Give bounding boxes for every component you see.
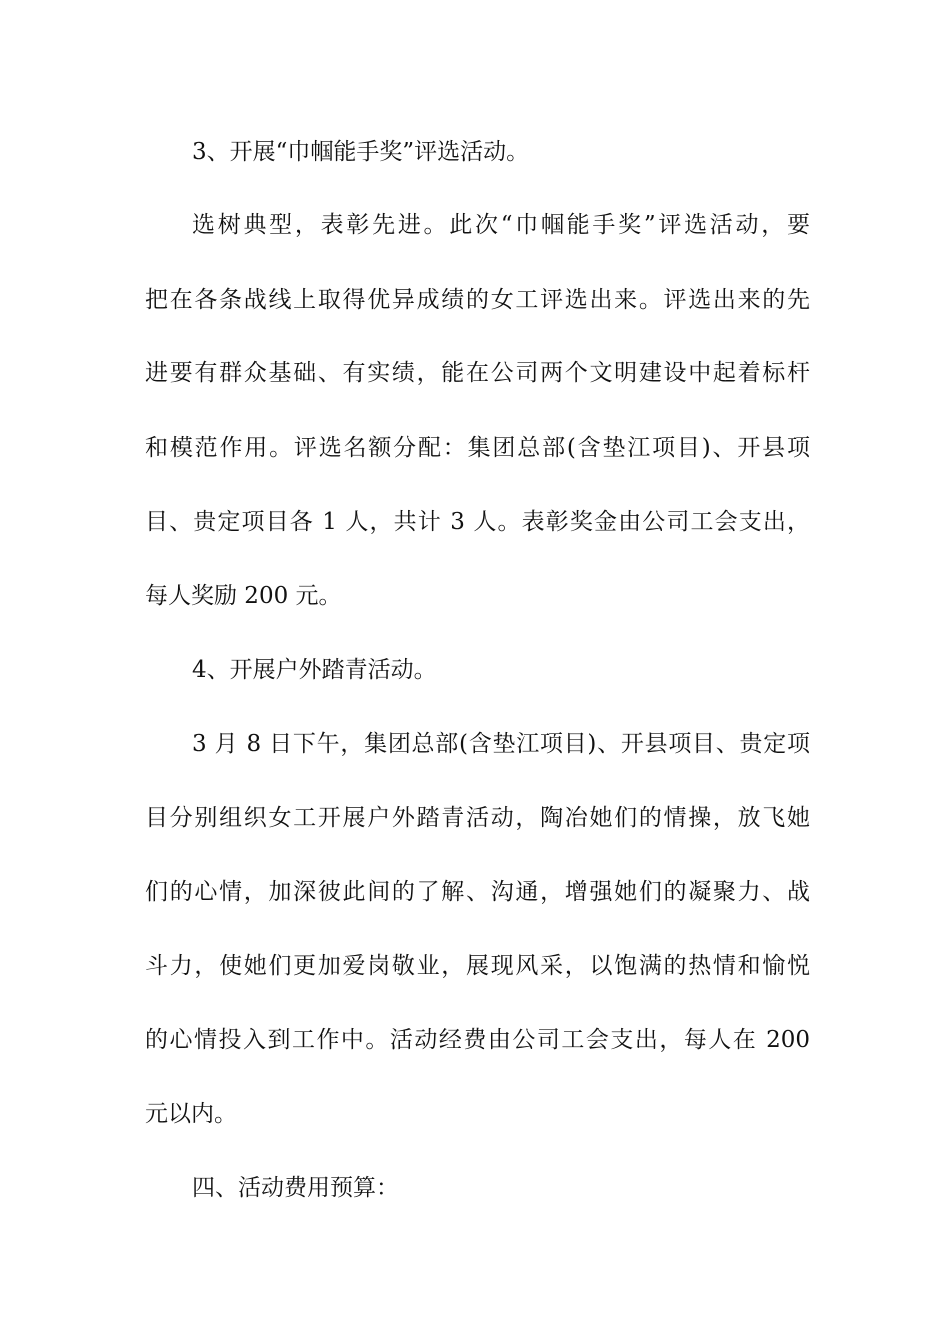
paragraph-line: 和模范作用。评选名额分配：集团总部(含垫江项目)、开县项 bbox=[145, 435, 810, 461]
paragraph-line: 选树典型，表彰先进。此次“巾帼能手奖”评选活动，要 bbox=[192, 212, 810, 238]
paragraph-line: 元以内。 bbox=[145, 1101, 237, 1127]
heading-item-3: 3、开展“巾帼能手奖”评选活动。 bbox=[192, 139, 530, 165]
paragraph-line: 目分别组织女工开展户外踏青活动，陶冶她们的情操，放飞她 bbox=[145, 805, 810, 831]
heading-item-4: 4、开展户外踏青活动。 bbox=[192, 657, 437, 683]
paragraph-line: 3 月 8 日下午，集团总部(含垫江项目)、开县项目、贵定项 bbox=[192, 731, 810, 757]
paragraph-line: 进要有群众基础、有实绩，能在公司两个文明建设中起着标杆 bbox=[145, 360, 810, 386]
paragraph-line: 斗力，使她们更加爱岗敬业，展现风采，以饱满的热情和愉悦 bbox=[145, 953, 810, 979]
paragraph-line: 把在各条战线上取得优异成绩的女工评选出来。评选出来的先 bbox=[145, 287, 810, 313]
paragraph-line: 的心情投入到工作中。活动经费由公司工会支出，每人在 200 bbox=[145, 1027, 810, 1053]
section-heading-budget: 四、活动费用预算： bbox=[192, 1175, 399, 1201]
paragraph-line: 们的心情，加深彼此间的了解、沟通，增强她们的凝聚力、战 bbox=[145, 879, 810, 905]
paragraph-line: 目、贵定项目各 1 人，共计 3 人。表彰奖金由公司工会支出， bbox=[145, 509, 810, 535]
paragraph-line: 每人奖励 200 元。 bbox=[145, 583, 342, 609]
